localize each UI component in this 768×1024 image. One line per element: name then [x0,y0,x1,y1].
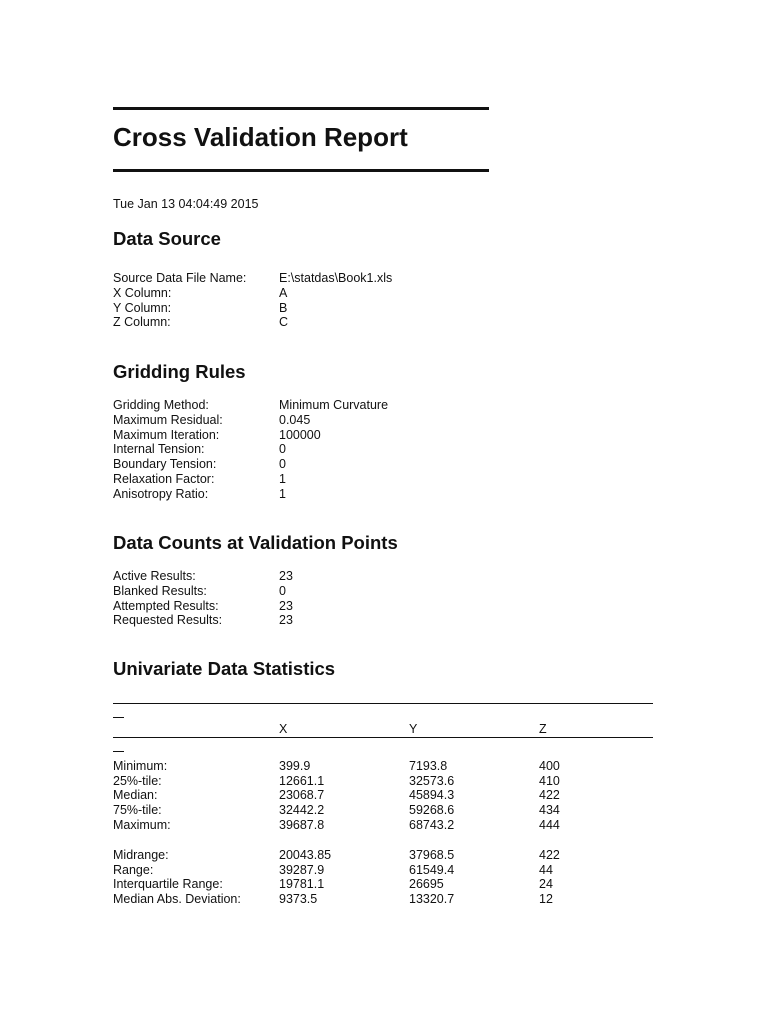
kv-value: A [279,285,288,300]
kv-label: Requested Results: [113,613,223,628]
kv-label: Source Data File Name: [113,271,247,285]
kv-value: C [279,315,289,330]
table-cell: 434 [539,803,560,818]
title-top-rule [113,107,489,110]
table-cell: 68743.2 [409,817,455,832]
kv-label: Boundary Tension: [113,457,217,472]
column-header [113,722,279,737]
title-bottom-rule [113,169,489,172]
kv-row [113,569,479,584]
table-rule [113,703,653,704]
kv-label: X Column: [113,285,172,300]
table-rule-tail [113,717,124,718]
kv-label: Attempted Results: [113,598,219,613]
table-group-2 [113,848,653,907]
page-title: Cross Validation Report [113,122,408,152]
table-row [113,803,653,818]
table-cell: 12 [539,892,553,907]
table-cell: 422 [539,788,560,803]
kv-label: Active Results: [113,569,196,583]
table-cell: Range: [113,862,154,877]
univariate-table [113,703,653,907]
kv-value: 0 [279,442,286,457]
table-group-1 [113,759,653,833]
kv-row [113,472,479,487]
kv-row [113,584,479,599]
table-cell: 75%-tile: [113,803,162,818]
kv-value: Minimum Curvature [279,398,389,412]
kv-value: 0 [279,583,286,598]
table-cell: 39687.8 [279,817,325,832]
table-gap [113,833,653,848]
section-heading-data-source: Data Source [113,228,221,249]
table-cell: 45894.3 [409,788,455,803]
column-header-x: X [279,722,288,736]
table-cell: 24 [539,877,553,892]
table-row [113,759,653,774]
table-cell: 23068.7 [279,788,325,803]
kv-row [113,413,479,428]
table-cell: 26695 [409,877,444,892]
kv-label: Blanked Results: [113,583,207,598]
kv-label: Y Column: [113,300,172,315]
kv-value: B [279,300,288,315]
kv-row [113,428,479,443]
table-row [113,848,653,863]
kv-value: 0 [279,457,286,472]
kv-label: Maximum Iteration: [113,427,220,442]
table-row [113,863,653,878]
kv-value: 23 [279,569,293,583]
table-cell: 44 [539,862,553,877]
section-heading-data-counts: Data Counts at Validation Points [113,532,398,553]
kv-row [113,271,479,286]
table-cell: Interquartile Range: [113,877,223,892]
table-row [113,892,653,907]
kv-value: E:\statdas\Book1.xls [279,271,393,285]
table-row [113,877,653,892]
kv-value: 23 [279,598,293,613]
table-cell: Median: [113,788,158,803]
kv-row [113,613,479,628]
table-cell: 59268.6 [409,803,455,818]
table-cell: Median Abs. Deviation: [113,892,241,907]
table-cell: 12661.1 [279,773,325,788]
kv-row [113,398,479,413]
kv-row [113,599,479,614]
data-source-list [113,271,479,330]
kv-value: 23 [279,613,293,628]
table-cell: 39287.9 [279,862,325,877]
column-header-z: Z [539,722,547,736]
table-cell: 32442.2 [279,803,325,818]
table-rule [113,737,653,738]
kv-row [113,286,479,301]
section-heading-gridding-rules: Gridding Rules [113,361,246,382]
kv-row [113,301,479,316]
kv-label: Gridding Method: [113,398,209,412]
table-cell: 444 [539,817,560,832]
table-cell: 9373.5 [279,892,318,907]
kv-value: 1 [279,471,286,486]
kv-label: Relaxation Factor: [113,471,215,486]
data-counts-list [113,569,479,628]
table-row [113,774,653,789]
table-cell: Minimum: [113,758,168,773]
kv-row [113,487,479,502]
table-cell: 19781.1 [279,877,325,892]
kv-label: Anisotropy Ratio: [113,486,209,501]
table-cell: 400 [539,758,560,773]
table-cell: 399.9 [279,758,311,773]
table-cell: 410 [539,773,560,788]
table-cell: 37968.5 [409,847,455,862]
table-row [113,818,653,833]
kv-label: Internal Tension: [113,442,205,457]
table-cell: 422 [539,847,560,862]
column-header-y: Y [409,722,418,736]
kv-row [113,315,479,330]
kv-value: 0.045 [279,412,311,427]
table-row [113,788,653,803]
table-rule-tail [113,751,124,752]
table-header-row [113,722,653,737]
kv-row [113,442,479,457]
table-cell: Midrange: [113,847,169,862]
kv-value: 1 [279,486,286,501]
section-heading-univariate: Univariate Data Statistics [113,658,336,679]
table-cell: 7193.8 [409,758,448,773]
table-cell: 61549.4 [409,862,455,877]
kv-label: Z Column: [113,315,171,330]
kv-value: 100000 [279,427,321,442]
table-cell: 13320.7 [409,892,455,907]
report-date: Tue Jan 13 04:04:49 2015 [113,197,259,211]
table-cell: 25%-tile: [113,773,162,788]
kv-row [113,457,479,472]
gridding-rules-list [113,398,479,502]
table-cell: 32573.6 [409,773,455,788]
table-cell: 20043.85 [279,847,332,862]
table-cell: Maximum: [113,817,171,832]
kv-label: Maximum Residual: [113,412,223,427]
